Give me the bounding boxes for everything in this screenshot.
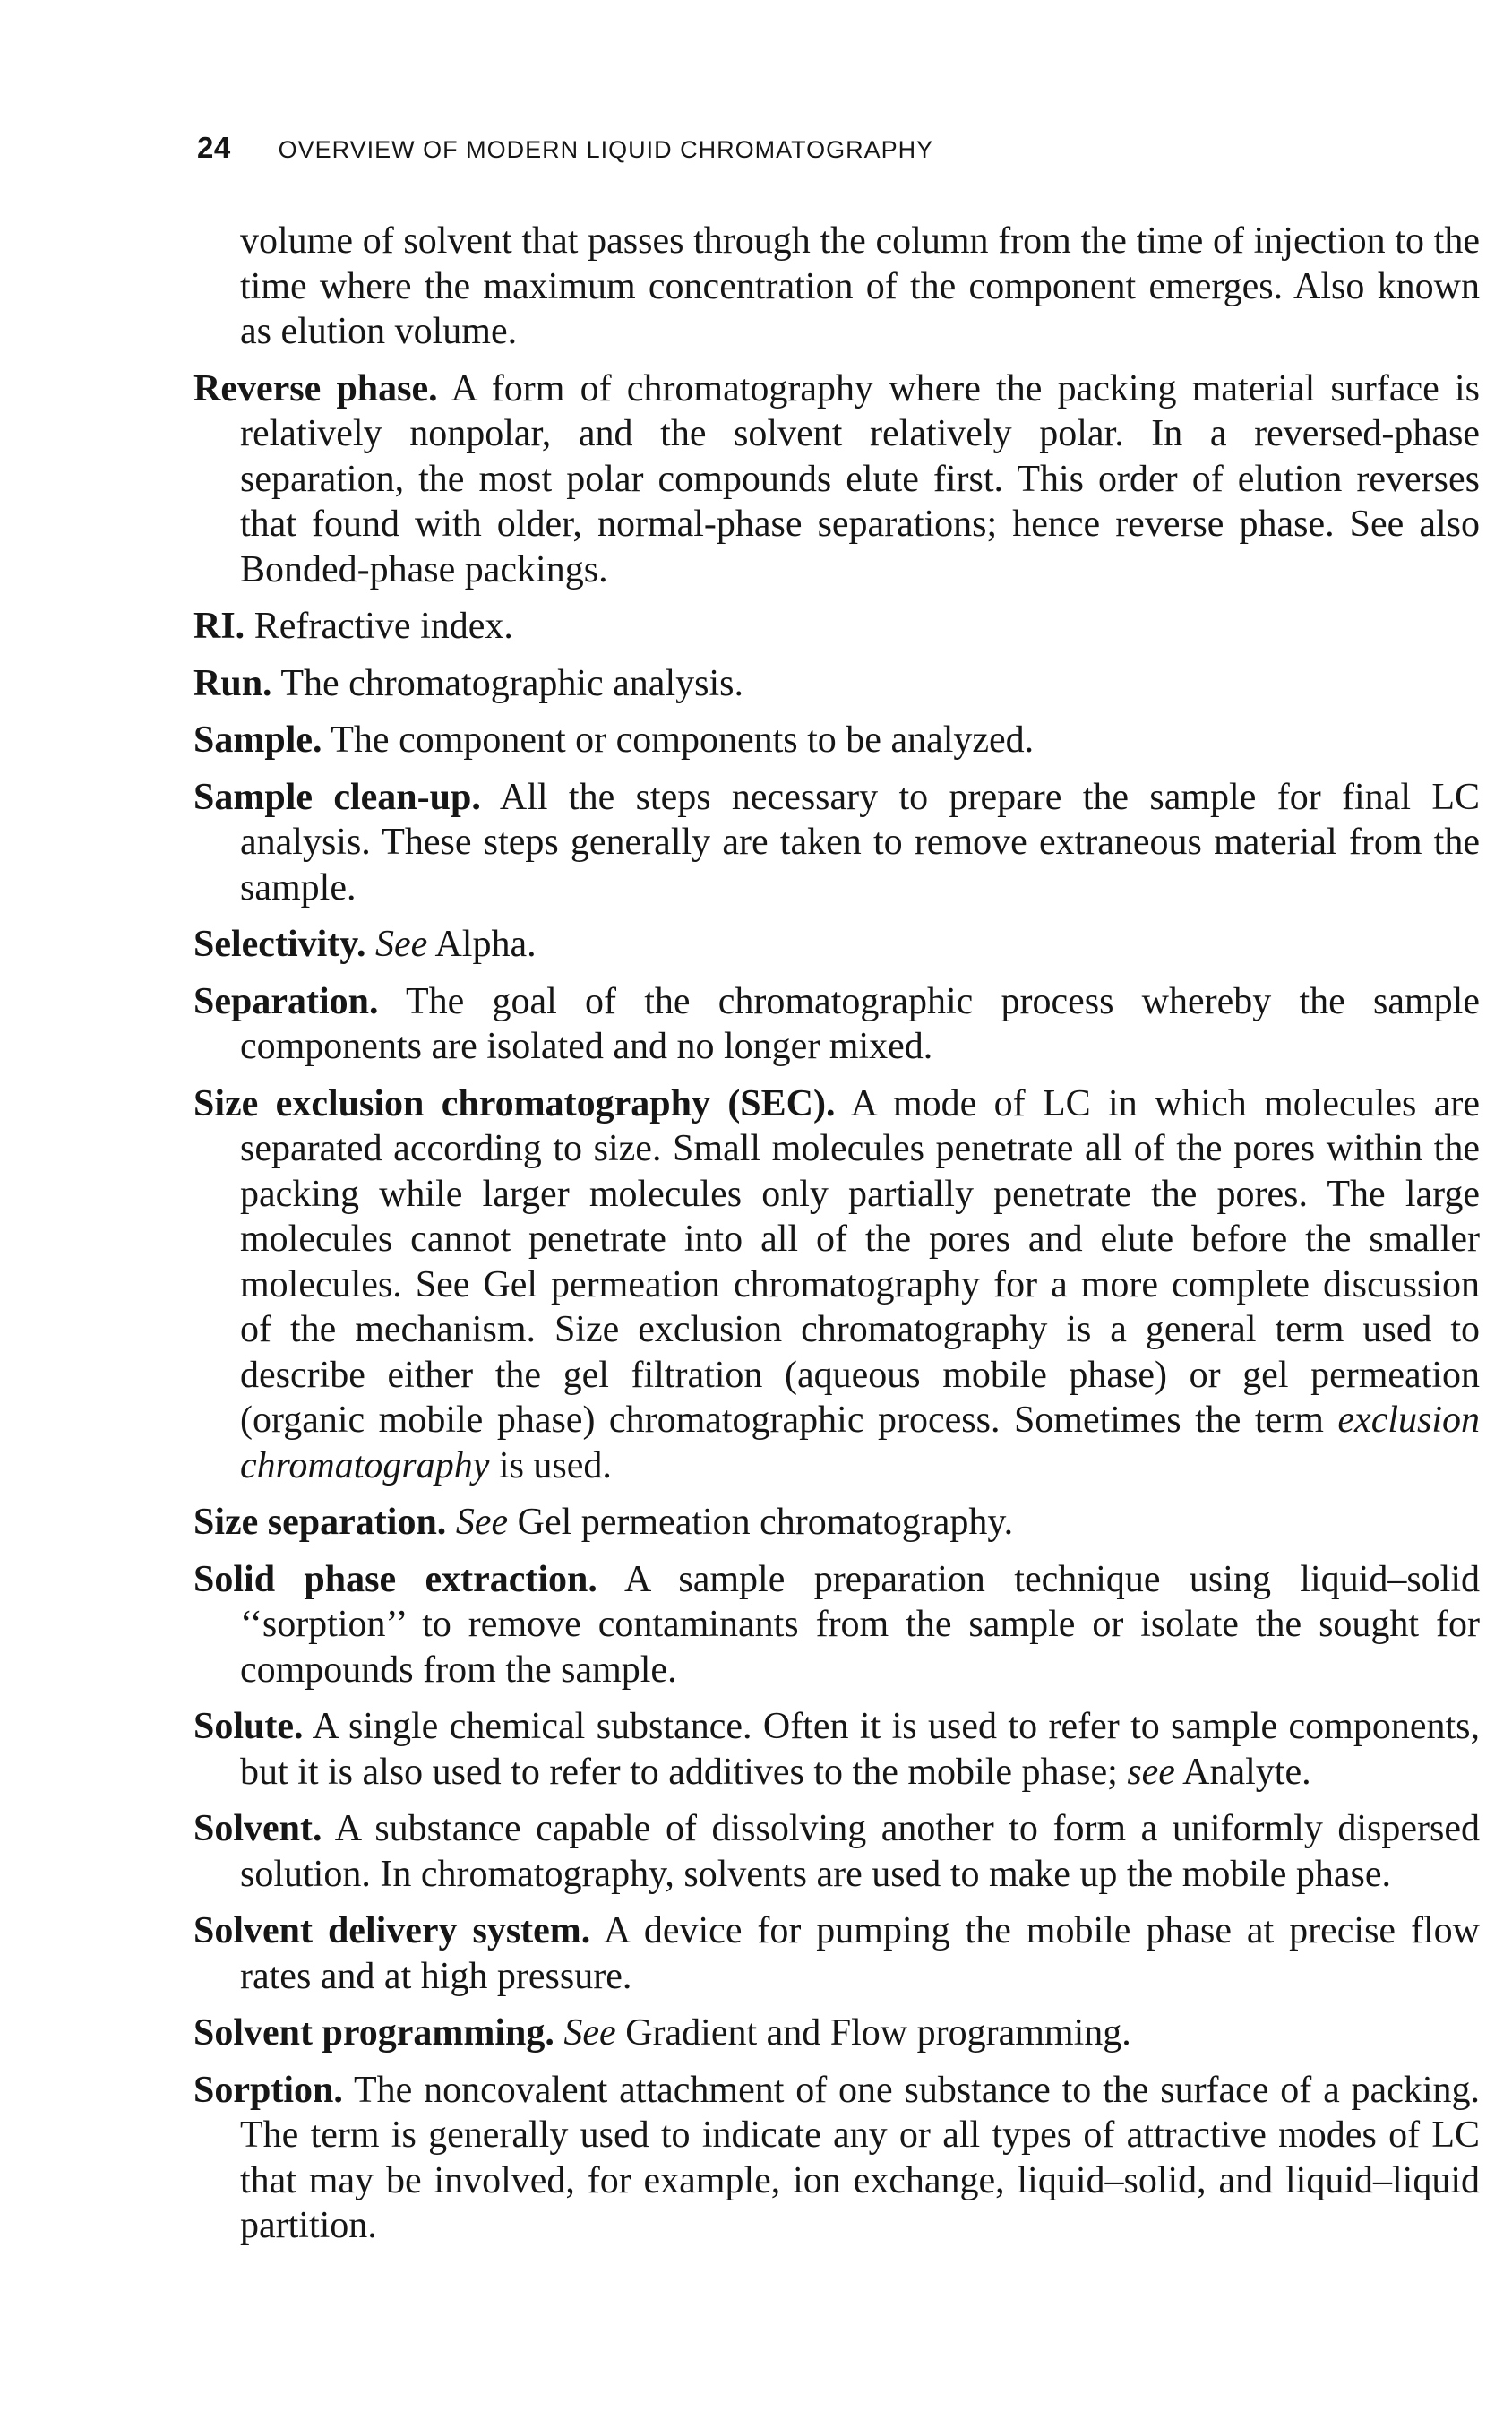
running-head — [197, 131, 933, 165]
glossary-entry-solvent — [193, 1806, 1480, 1897]
entry-italic-text: see — [1127, 1751, 1175, 1793]
glossary-entry-sorption — [193, 2068, 1480, 2249]
glossary-entry-solvent-programming — [193, 2011, 1480, 2056]
glossary-entry-solute — [193, 1704, 1480, 1795]
glossary-list — [193, 219, 1480, 2261]
entry-text: Gradient and Flow programming. — [625, 2012, 1131, 2054]
entry-italic-text: exclusion chromatography — [240, 1399, 1481, 1486]
entry-text: volume of solvent that passes through the column from the time of injection to the time where the maximum concentration of the component emerges. Also known as elution volume. — [240, 220, 1480, 352]
glossary-entry-selectivity — [193, 922, 1480, 968]
entry-text-after: Analyte. — [1182, 1751, 1311, 1793]
glossary-entry-sample-clean-up — [193, 775, 1480, 911]
running-title: OVERVIEW OF MODERN LIQUID CHROMATOGRAPHY — [278, 136, 934, 163]
glossary-entry-solid-phase-extraction — [193, 1557, 1480, 1693]
entry-term: Sample clean-up. — [193, 776, 481, 818]
entry-see-reference: See — [455, 1502, 509, 1543]
entry-text: A substance capable of dissolving another to form a uniformly dispersed solution. In chromatography, solvents are used to make up the mobile phase. — [240, 1808, 1481, 1895]
entry-text: A mode of LC in which molecules are separated according to size. Small molecules penetrate all of the pores within the packing while larger molecules only partially penetrate the pores. The large molecules cannot penetrate into all of the pores and elute before the smaller molecules. See Gel permeation chromatography for a more complete discussion of the mechanism. Size exclusion chromatography is a general term used to describe either the gel filtration (aqueous mobile phase) or gel permeation (organic mobile phase) chromatographic process. Sometimes the term — [240, 1082, 1480, 1441]
entry-text: The component or components to be analyzed. — [331, 719, 1035, 761]
entry-text: Refractive index. — [253, 606, 513, 647]
glossary-entry-solvent-delivery-system — [193, 1908, 1480, 1999]
entry-term: Solvent. — [193, 1808, 322, 1849]
entry-term: Solute. — [193, 1706, 304, 1747]
entry-term: Solvent programming. — [193, 2012, 554, 2054]
glossary-entry-continued — [193, 219, 1480, 355]
entry-term: Solid phase extraction. — [193, 1558, 597, 1600]
entry-term: Size separation. — [193, 1502, 447, 1543]
entry-term: Size exclusion chromatography (SEC). — [193, 1082, 836, 1124]
entry-term: Run. — [193, 662, 272, 704]
entry-text: A sample preparation technique using liquid–solid ‘‘sorption’’ to remove contaminants from the sample or isolate the sought for compounds from the sample. — [240, 1558, 1481, 1691]
entry-text: The noncovalent attachment of one substance to the surface of a packing. The term is generally used to indicate any or all types of attractive modes of LC that may be involved, for example, ion exchange, liquid–solid, and liquid–liquid partition. — [240, 2069, 1481, 2246]
entry-term: Solvent delivery system. — [193, 1910, 591, 1951]
entry-text: A form of chromatography where the packing material surface is relatively nonpolar, and the solvent relatively polar. In a reversed-phase separation, the most polar compounds elute first. This order of elution reverses that found with older, normal-phase separations; hence reverse phase. See also Bonded-phase packings. — [240, 367, 1480, 590]
entry-text: Alpha. — [434, 924, 537, 965]
entry-term: RI. — [193, 606, 245, 647]
entry-see-reference: See — [563, 2012, 616, 2054]
entry-term: Reverse phase. — [193, 367, 438, 409]
entry-text-after: is used. — [498, 1444, 612, 1486]
entry-text: A single chemical substance. Often it is used to refer to sample components, but it is also used to refer to additives to the mobile phase; — [240, 1706, 1480, 1793]
entry-term: Separation. — [193, 980, 379, 1022]
glossary-entry-size-separation — [193, 1500, 1480, 1546]
glossary-entry-run — [193, 661, 1480, 707]
entry-text: Gel permeation chromatography. — [517, 1502, 1014, 1543]
entry-text: The goal of the chromatographic process whereby the sample components are isolated and no longer mixed. — [240, 980, 1480, 1067]
entry-see-reference: See — [374, 924, 428, 965]
glossary-entry-separation — [193, 979, 1480, 1070]
entry-text: The chromatographic analysis. — [280, 662, 743, 704]
entry-term: Sorption. — [193, 2069, 343, 2111]
entry-text: All the steps necessary to prepare the sample for final LC analysis. These steps generally are taken to remove extraneous material from the sample. — [240, 776, 1481, 909]
glossary-entry-ri — [193, 604, 1480, 650]
page-number: 24 — [197, 131, 231, 164]
glossary-entry-size-exclusion-chromatography — [193, 1081, 1480, 1489]
entry-text: A device for pumping the mobile phase at precise flow rates and at high pressure. — [240, 1910, 1480, 1997]
entry-term: Sample. — [193, 719, 322, 761]
glossary-entry-reverse-phase — [193, 366, 1480, 593]
glossary-entry-sample — [193, 718, 1480, 763]
entry-term: Selectivity. — [193, 924, 366, 965]
